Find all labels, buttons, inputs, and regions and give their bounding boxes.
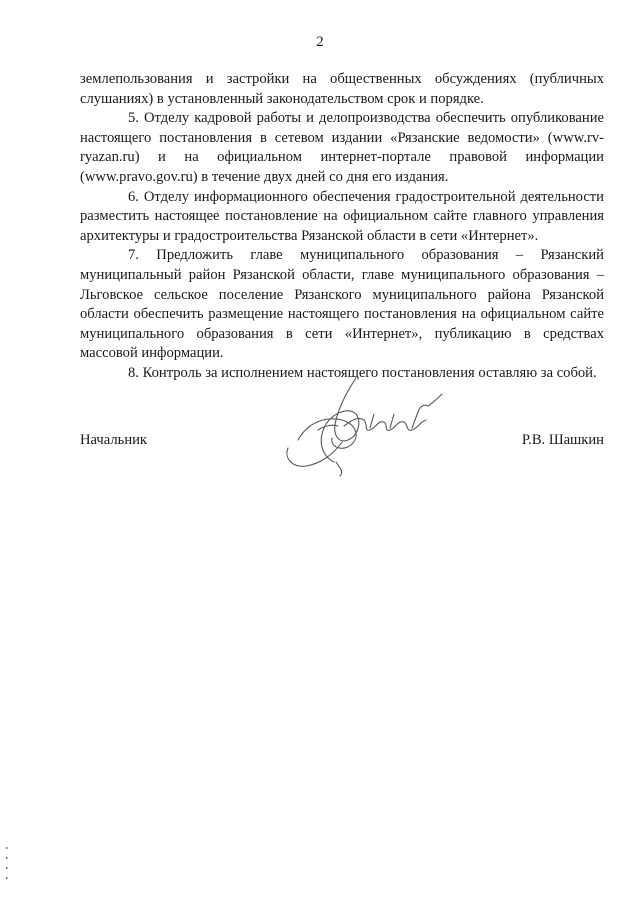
paragraph-continuation: землепользования и застройки на общественных обсуждениях (публичных слушаниях) в установленный законодательством срок и порядке. — [80, 71, 604, 107]
scan-margin-marks — [4, 845, 10, 885]
document-body — [80, 70, 604, 384]
paragraph-item-7: 7. Предложить главе муниципального образования – Рязанский муниципальный район Рязанской области, главе муниципального образования – Льговское сельское поселение Рязанского муниципального района Рязанской области обеспечить размещение настоящего постановления на официальном сайте муниципального образования в сети «Интернет», публикацию в средствах массовой информации. — [80, 247, 604, 362]
paragraph-item-6: 6. Отделу информационного обеспечения градостроительной деятельности разместить настоящее постановление на официальном сайте главного управления архитектуры и градостроительства Рязанской области в сети «Интернет». — [80, 188, 604, 244]
paragraph-item-8: 8. Контроль за исполнением настоящего постановления оставляю за собой. — [128, 364, 597, 381]
handwritten-signature — [278, 370, 448, 480]
signatory-title: Начальник — [80, 432, 148, 448]
paragraph-item-5: 5. Отделу кадровой работы и делопроизводства обеспечить опубликование настоящего постановления в сетевом издании «Рязанские ведомости» (www.rv-ryazan.ru) и на официальном интернет-портале правовой информации (www.pravo.gov.ru) в течение двух дней со дня его издания. — [80, 110, 604, 185]
signatory-name: Р.В. Шашкин — [521, 432, 604, 448]
page-number: 2 — [316, 34, 324, 50]
signature-block — [80, 432, 604, 462]
